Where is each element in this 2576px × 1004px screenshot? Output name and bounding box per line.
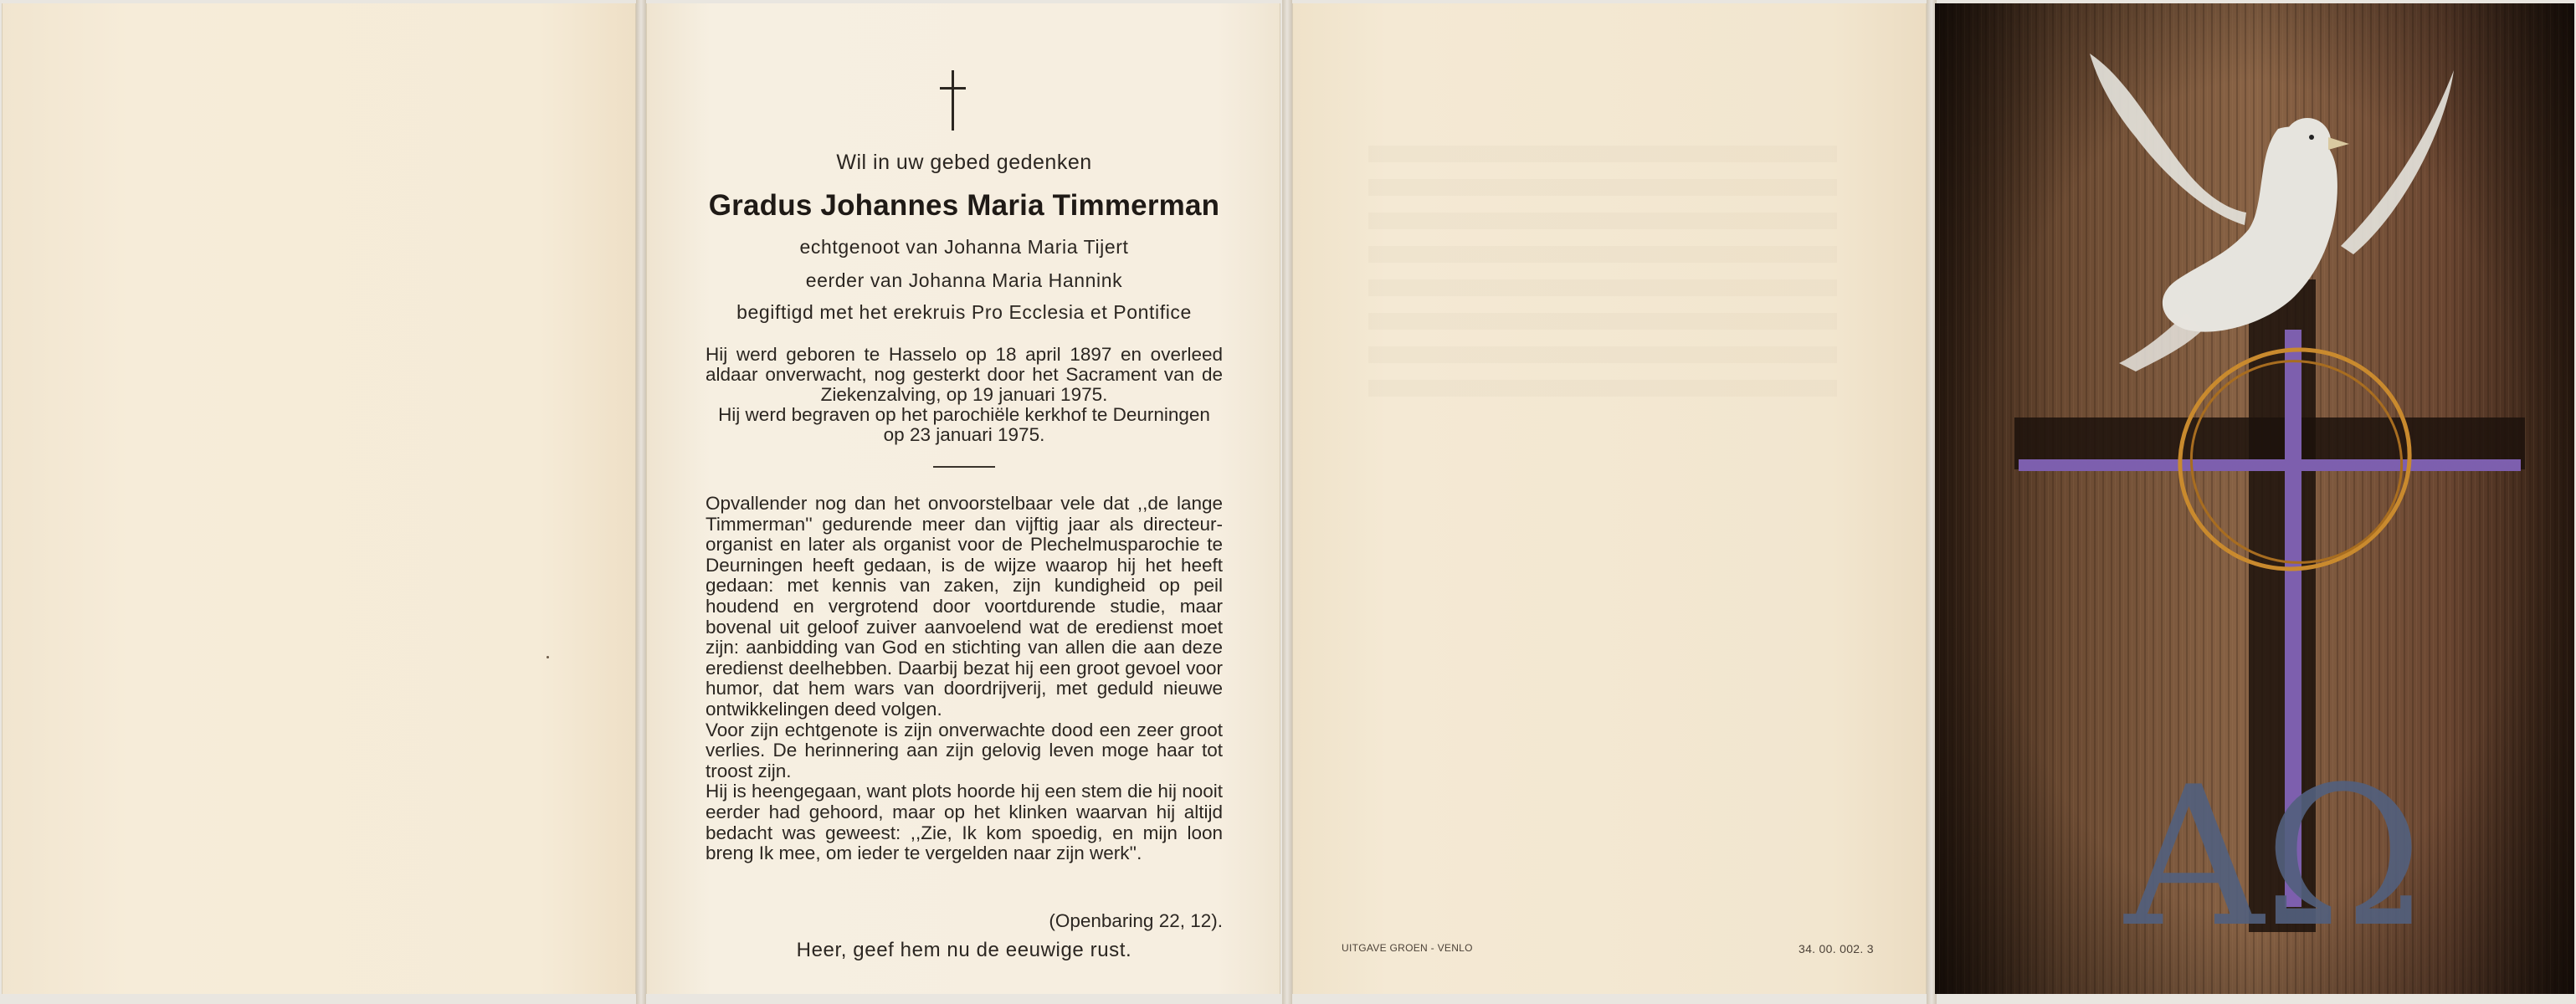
closing-prayer: Heer, geef hem nu de eeuwige rust. — [796, 939, 1132, 961]
paper-speck — [547, 656, 549, 658]
story-paragraph: Voor zijn echtgenote is zijn onverwachte dood een zeer groot verlies. De herinnering aan zijn gelovig leven moge haar tot troost zijn. — [706, 719, 1223, 781]
blank-page-left — [2, 3, 636, 994]
spouse-line: echtgenoot van Johanna Maria Tijert — [799, 236, 1129, 258]
honor-line: begiftigd met het erekruis Pro Ecclesia et Pontifice — [736, 301, 1192, 323]
show-through-texture — [1368, 146, 1837, 397]
cross-icon — [936, 69, 970, 136]
cover-illustration — [1935, 3, 2574, 994]
former-spouse-line: eerder van Johanna Maria Hannink — [805, 269, 1123, 291]
back-page — [1292, 3, 1927, 994]
dove-cross-illustration — [1935, 3, 2574, 994]
alpha-omega-letters: AΩ — [2124, 746, 2424, 970]
fold-gutter — [1282, 0, 1292, 1004]
burial-paragraph: Hij werd begraven op het parochiële kerkhof te Deurningen op 23 januari 1975. — [718, 404, 1210, 445]
text-page — [646, 3, 1280, 994]
birth-death-paragraph: Hij werd geboren te Hasselo op 18 april 1897 en overleed aldaar onverwacht, nog gesterkt door het Sacrament van de Ziekenzalving, op 19 januari 1975. — [706, 344, 1223, 405]
fold-gutter — [636, 0, 646, 1004]
story-paragraph: Opvallender nog dan het onvoorstelbaar vele dat ,,de lange Timmerman'' gedurende meer dan vijftig jaar als directeur-organist en later als organist voor de Plechelmusparochie te Deurningen heeft gedaan, is de wijze waarop hij het heeft gedaan: met kennis van zaken, zijn kundigheid op peil houdend en vergrotend door voortdurende studie, maar bovenal uit geloof zuiver aanvoelend wat de eredienst moet zijn: aanbidding van God en stichting van allen die aan deze eredienst deelhebben. Daarbij bezat hij een groot gevoel voor humor, dat hem wars van doordrijverij, met geduld nieuwe ontwikkelingen deed volgen. — [706, 493, 1223, 720]
publisher-imprint: UITGAVE GROEN - VENLO — [1342, 942, 1473, 954]
print-code: 34. 00. 002. 3 — [1799, 942, 1874, 955]
scripture-reference: (Openbaring 22, 12). — [1049, 910, 1223, 931]
opening-line: Wil in uw gebed gedenken — [836, 151, 1092, 174]
memorial-text — [706, 494, 1223, 864]
story-paragraph: Hij is heengegaan, want plots hoorde hij een stem die hij nooit eerder had gehoord, maar op het klinken waarvan hij altijd bedacht was geweest: ,,Zie, Ik kom spoedig, en mijn loon breng Ik mee, om ieder te vergelden naar zijn werk''. — [706, 781, 1223, 864]
divider — [933, 466, 995, 468]
deceased-name: Gradus Johannes Maria Timmerman — [708, 189, 1220, 222]
